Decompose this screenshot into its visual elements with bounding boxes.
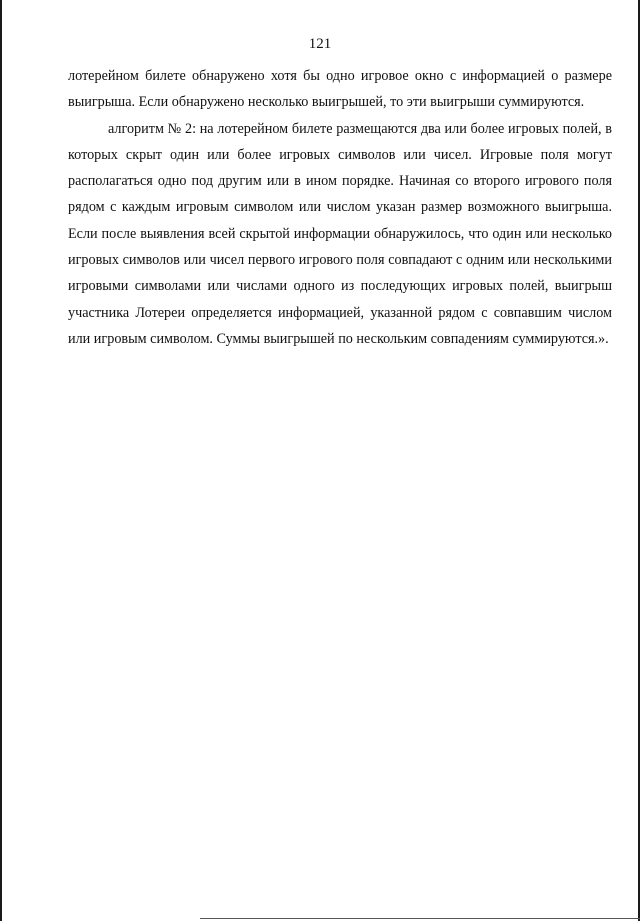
scan-edge-bottom xyxy=(200,918,640,919)
document-body xyxy=(68,63,612,352)
paragraph-continuation: лотерейном билете обнаружено хотя бы одно игровое окно с информацией о размере выигрыша. Если обнаружено несколько выигрышей, то эти выигрыши суммируются. xyxy=(68,68,612,111)
scan-edge-left xyxy=(0,0,2,921)
paragraph-algorithm-2: алгоритм № 2: на лотерейном билете размещаются два или более игровых полей, в которых скрыт один или более игровых символов или чисел. Игровые поля могут располагаться одно под другим или в ином порядке. Начиная со второго игрового поля рядом с каждым игровым символом или числом указан размер возможного выигрыша. Если после выявления всей скрытой информации обнаружилось, что один или несколько игровых символов или чисел первого игрового поля совпадают с одним или несколькими игровыми символами или числами одного из последующих игровых полей, выигрыш участника Лотереи определяется информацией, указанной рядом с совпавшим числом или игровым символом. Суммы выигрышей по нескольким совпадениям суммируются.». xyxy=(68,120,612,347)
page-number: 121 xyxy=(308,36,332,52)
